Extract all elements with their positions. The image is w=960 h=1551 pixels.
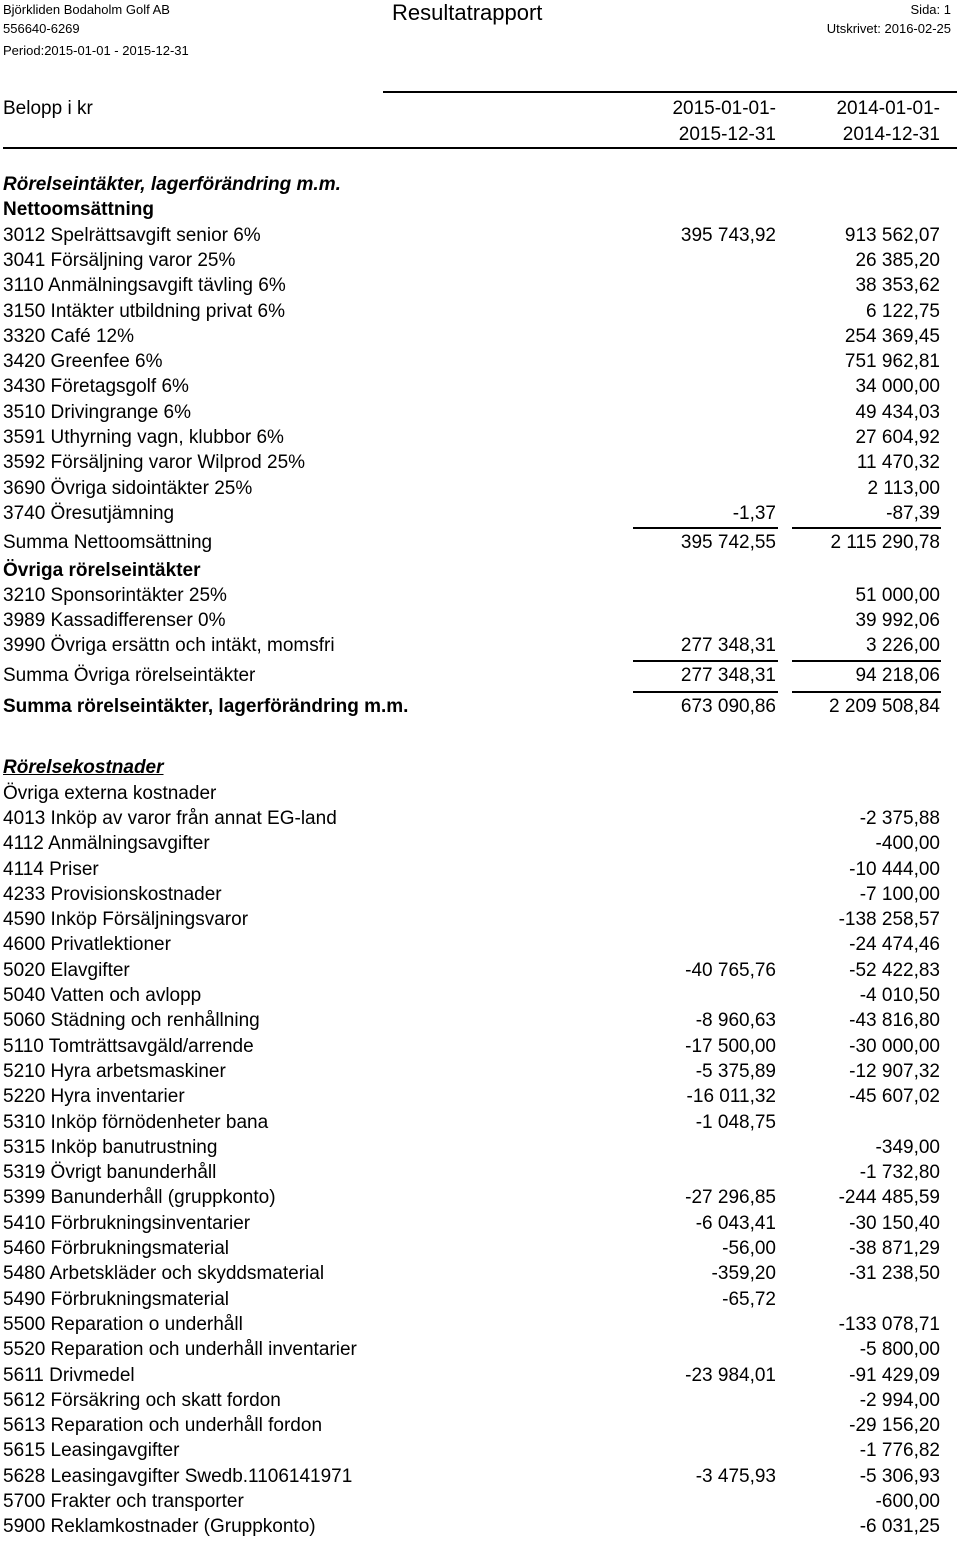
- previous-period-value: -43 816,80: [849, 1010, 940, 1032]
- previous-period-value: -5 800,00: [859, 1339, 940, 1361]
- account-row: [0, 1514, 960, 1540]
- account-row: [0, 374, 960, 400]
- account-row: [0, 1034, 960, 1060]
- account-row: [0, 1211, 960, 1237]
- account-row: [0, 1185, 960, 1211]
- sum-rule: [633, 691, 778, 693]
- account-row: [0, 958, 960, 984]
- row-label: Övriga externa kostnader: [3, 782, 217, 804]
- row-label: 5490 Förbrukningsmaterial: [3, 1288, 230, 1310]
- amount-unit-label: Belopp i kr: [3, 98, 93, 119]
- previous-period-value: 254 369,45: [844, 325, 940, 347]
- previous-period-value: 39 992,06: [855, 610, 940, 632]
- current-period-value: -40 765,76: [685, 959, 776, 981]
- row-label: Nettoomsättning: [3, 199, 154, 221]
- previous-period-value: 27 604,92: [855, 427, 940, 448]
- current-period-value: -16 011,32: [686, 1086, 776, 1108]
- row-label: 5040 Vatten och avlopp: [3, 985, 202, 1006]
- previous-period-value: 3 226,00: [866, 635, 940, 657]
- current-period-value: 395 742,55: [680, 532, 776, 554]
- previous-period-value: -31 238,50: [849, 1263, 940, 1285]
- previous-period-value: -38 871,29: [849, 1238, 940, 1259]
- account-row: [0, 349, 960, 375]
- account-row: [0, 1059, 960, 1085]
- heading-row: [0, 197, 960, 223]
- current-period-value: -17 500,00: [685, 1035, 776, 1057]
- previous-period-value: -12 907,32: [849, 1060, 940, 1082]
- row-label: 5700 Frakter och transporter: [3, 1491, 244, 1512]
- report-period: Period:2015-01-01 - 2015-12-31: [3, 43, 189, 58]
- current-period-value: -359,20: [711, 1263, 776, 1285]
- previous-period-value: -1 732,80: [859, 1162, 940, 1184]
- row-label: 5611 Drivmedel: [3, 1364, 135, 1386]
- previous-period-end: 2014-12-31: [842, 124, 940, 145]
- row-label: Summa rörelseintäkter, lagerförändring m.m.: [3, 696, 409, 717]
- row-label: 5210 Hyra arbetsmaskiner: [3, 1060, 226, 1082]
- row-label: 5319 Övrigt banunderhåll: [3, 1162, 217, 1184]
- previous-period-value: 11 470,32: [856, 452, 940, 474]
- row-label: Rörelseintäkter, lagerförändring m.m.: [3, 174, 341, 195]
- account-row: [0, 983, 960, 1009]
- current-period-value: -6 043,41: [695, 1212, 776, 1234]
- account-row: [0, 299, 960, 325]
- account-row: [0, 476, 960, 502]
- row-label: 5410 Förbrukningsinventarier: [3, 1212, 251, 1234]
- row-label: 5220 Hyra inventarier: [3, 1086, 185, 1108]
- current-period-value: -5 375,89: [695, 1060, 776, 1082]
- account-row: [0, 806, 960, 832]
- sum-rule: [792, 527, 941, 529]
- row-label: 3591 Uthyrning vagn, klubbor 6%: [3, 427, 284, 448]
- account-row: [0, 583, 960, 609]
- page-number: Sida: 1: [910, 2, 951, 17]
- row-label: 4114 Priser: [3, 858, 99, 880]
- row-label: 5399 Banunderhåll (gruppkonto): [3, 1187, 276, 1209]
- row-label: 4590 Inköp Försäljningsvaror: [3, 909, 249, 931]
- account-row: [0, 248, 960, 274]
- previous-period-value: 2 115 290,78: [830, 532, 940, 554]
- current-period-end: 2015-12-31: [678, 124, 776, 145]
- previous-period-value: -45 607,02: [849, 1086, 940, 1108]
- current-period-value: -65,72: [722, 1288, 776, 1310]
- row-label: 3740 Öresutjämning: [3, 502, 175, 524]
- account-row: [0, 1236, 960, 1262]
- org-number: 556640-6269: [3, 21, 80, 36]
- previous-period-value: -1 776,82: [859, 1440, 940, 1462]
- previous-period-value: 34 000,00: [855, 376, 940, 398]
- row-label: 5615 Leasingavgifter: [3, 1440, 180, 1462]
- account-row: [0, 831, 960, 857]
- current-period-value: -56,00: [722, 1238, 776, 1259]
- previous-period-value: -7 100,00: [859, 883, 940, 905]
- previous-period-value: -600,00: [875, 1491, 940, 1512]
- report-title: Resultatrapport: [392, 0, 543, 25]
- heading-plain-row: [0, 781, 960, 807]
- account-row: [0, 1084, 960, 1110]
- row-label: 5480 Arbetskläder och skyddsmaterial: [3, 1263, 325, 1285]
- row-label: 3430 Företagsgolf 6%: [3, 376, 189, 398]
- account-row: [0, 608, 960, 634]
- account-row: [0, 1337, 960, 1363]
- previous-period-value: -2 375,88: [859, 807, 940, 829]
- row-label: 3110 Anmälningsavgift tävling 6%: [3, 275, 286, 297]
- subtotal-row: [0, 663, 960, 689]
- row-label: 3012 Spelrättsavgift senior 6%: [3, 224, 261, 246]
- account-row: [0, 1438, 960, 1464]
- current-period-value: -3 475,93: [695, 1465, 776, 1487]
- row-label: 4112 Anmälningsavgifter: [3, 833, 210, 855]
- section-row: [0, 172, 960, 198]
- previous-period-value: -138 258,57: [838, 909, 940, 931]
- account-row: [0, 932, 960, 958]
- previous-period-value: -6 031,25: [859, 1516, 940, 1538]
- sum-rule: [792, 660, 941, 662]
- previous-period-value: -10 444,00: [849, 858, 940, 880]
- account-row: [0, 1008, 960, 1034]
- account-row: [0, 324, 960, 350]
- row-label: 5628 Leasingavgifter Swedb.1106141971: [3, 1465, 353, 1487]
- total-row: [0, 694, 960, 720]
- row-label: Summa Övriga rörelseintäkter: [3, 664, 256, 686]
- account-row: [0, 1135, 960, 1161]
- row-label: 3420 Greenfee 6%: [3, 351, 163, 373]
- previous-period-value: -4 010,50: [859, 985, 940, 1006]
- previous-period-value: -87,39: [886, 502, 940, 524]
- row-label: 5900 Reklamkostnader (Gruppkonto): [3, 1516, 316, 1538]
- row-label: 5310 Inköp förnödenheter bana: [3, 1111, 269, 1133]
- account-row: [0, 882, 960, 908]
- current-period-value: 673 090,86: [680, 696, 776, 717]
- row-label: 5460 Förbrukningsmaterial: [3, 1238, 230, 1259]
- account-row: [0, 1110, 960, 1136]
- row-label: Övriga rörelseintäkter: [3, 559, 201, 581]
- account-row: [0, 450, 960, 476]
- row-label: 3041 Försäljning varor 25%: [3, 249, 236, 271]
- account-row: [0, 1464, 960, 1490]
- sum-rule: [633, 527, 778, 529]
- row-label: 3690 Övriga sidointäkter 25%: [3, 477, 253, 499]
- row-label: 5613 Reparation och underhåll fordon: [3, 1415, 323, 1437]
- account-row: [0, 1312, 960, 1338]
- account-row: [0, 857, 960, 883]
- row-label: 4013 Inköp av varor från annat EG-land: [3, 807, 337, 829]
- row-label: 3320 Café 12%: [3, 325, 134, 347]
- previous-period-value: -91 429,09: [849, 1364, 940, 1386]
- subtotal-row: [0, 530, 960, 556]
- previous-period-value: -133 078,71: [838, 1313, 940, 1335]
- account-row: [0, 400, 960, 426]
- current-period-start: 2015-01-01-: [672, 98, 776, 119]
- section-row: [0, 755, 960, 781]
- previous-period-value: 49 434,03: [855, 401, 940, 423]
- account-row: [0, 1413, 960, 1439]
- previous-period-value: 6 122,75: [866, 300, 940, 322]
- row-label: 4233 Provisionskostnader: [3, 883, 222, 905]
- account-row: [0, 1261, 960, 1287]
- previous-period-value: -30 150,40: [849, 1212, 940, 1234]
- row-label: 5060 Städning och renhållning: [3, 1010, 260, 1032]
- row-label: 5315 Inköp banutrustning: [3, 1136, 218, 1158]
- current-period-value: -8 960,63: [695, 1010, 776, 1032]
- row-label: 5500 Reparation o underhåll: [3, 1313, 243, 1335]
- current-period-value: -1 048,75: [695, 1111, 776, 1133]
- current-period-value: 395 743,92: [680, 224, 776, 246]
- previous-period-start: 2014-01-01-: [836, 98, 940, 119]
- current-period-value: -1,37: [732, 502, 776, 524]
- row-label: 5020 Elavgifter: [3, 959, 130, 981]
- sum-rule: [633, 660, 778, 662]
- sum-rule: [792, 691, 941, 693]
- account-row: [0, 223, 960, 249]
- previous-period-value: -30 000,00: [849, 1035, 940, 1057]
- previous-period-value: 51 000,00: [855, 584, 940, 606]
- current-period-value: 277 348,31: [680, 664, 776, 686]
- previous-period-value: -349,00: [875, 1136, 940, 1158]
- row-label: 3510 Drivingrange 6%: [3, 401, 192, 423]
- account-row: [0, 1363, 960, 1389]
- company-name: Björkliden Bodaholm Golf AB: [3, 2, 170, 17]
- row-label: 3150 Intäkter utbildning privat 6%: [3, 300, 286, 322]
- row-label: 3210 Sponsorintäkter 25%: [3, 584, 227, 606]
- previous-period-value: 2 209 508,84: [829, 696, 940, 717]
- previous-period-value: 26 385,20: [855, 249, 940, 271]
- account-row: [0, 1287, 960, 1313]
- row-label: Summa Nettoomsättning: [3, 532, 213, 554]
- row-label: 4600 Privatlektioner: [3, 934, 171, 956]
- previous-period-value: -29 156,20: [849, 1415, 940, 1437]
- row-label: 3989 Kassadifferenser 0%: [3, 610, 226, 632]
- row-label: 3990 Övriga ersättn och intäkt, momsfri: [3, 635, 335, 657]
- previous-period-value: 2 113,00: [867, 477, 940, 499]
- account-row: [0, 1160, 960, 1186]
- previous-period-value: -52 422,83: [849, 959, 940, 981]
- current-period-value: 277 348,31: [680, 635, 776, 657]
- current-period-value: -27 296,85: [685, 1187, 776, 1209]
- previous-period-value: -400,00: [875, 833, 940, 855]
- row-label: 5612 Försäkring och skatt fordon: [3, 1389, 281, 1411]
- previous-period-value: 751 962,81: [844, 351, 940, 373]
- account-row: [0, 907, 960, 933]
- previous-period-value: -2 994,00: [859, 1389, 940, 1411]
- previous-period-value: 38 353,62: [855, 275, 940, 297]
- previous-period-value: -244 485,59: [838, 1187, 940, 1209]
- account-row: [0, 501, 960, 527]
- current-period-value: -23 984,01: [685, 1364, 776, 1386]
- row-label: 5520 Reparation och underhåll inventarier: [3, 1339, 357, 1361]
- heading-row: [0, 558, 960, 584]
- account-row: [0, 1489, 960, 1515]
- previous-period-value: -24 474,46: [849, 934, 940, 956]
- row-label: 5110 Tomträttsavgäld/arrende: [3, 1035, 254, 1057]
- account-row: [0, 273, 960, 299]
- previous-period-value: -5 306,93: [859, 1465, 940, 1487]
- previous-period-value: 913 562,07: [844, 224, 940, 246]
- print-date: Utskrivet: 2016-02-25: [826, 21, 951, 36]
- account-row: [0, 1388, 960, 1414]
- previous-period-value: 94 218,06: [855, 664, 940, 686]
- account-row: [0, 633, 960, 659]
- account-row: [0, 425, 960, 451]
- row-label: 3592 Försäljning varor Wilprod 25%: [3, 452, 306, 474]
- row-label: Rörelsekostnader: [3, 757, 164, 779]
